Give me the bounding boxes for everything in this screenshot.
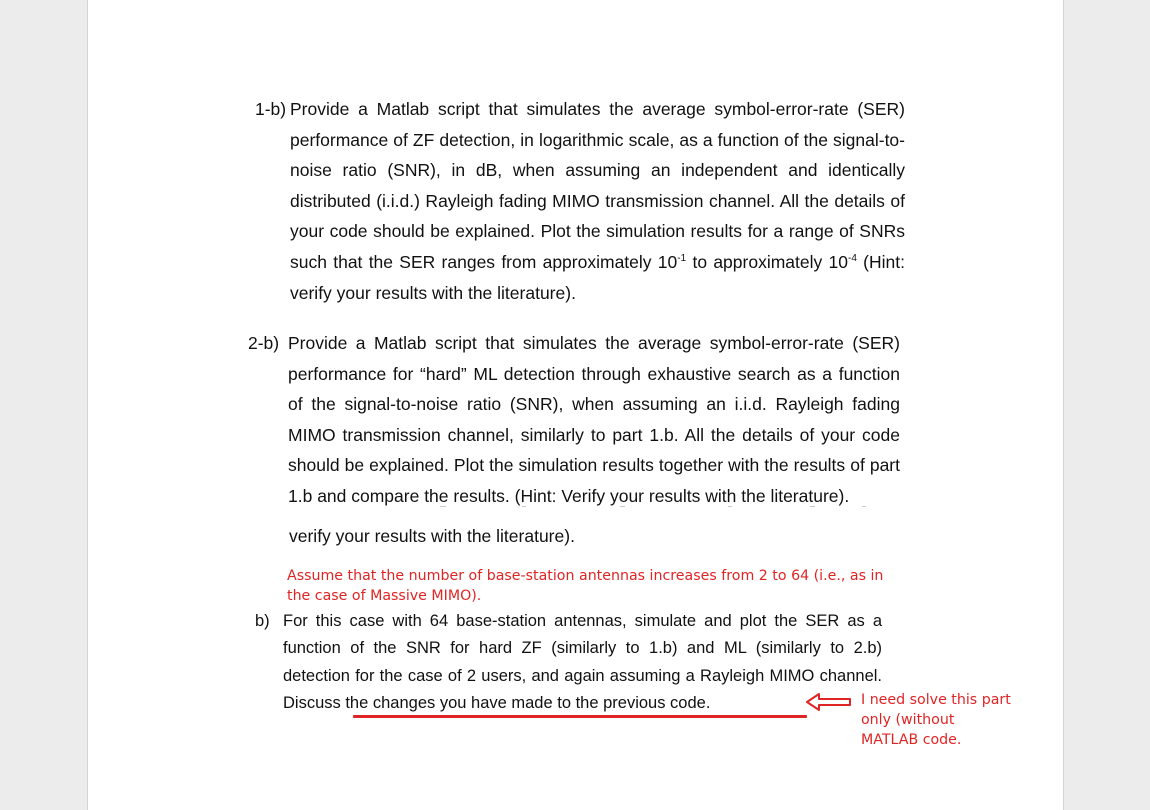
annotation-note: I need solve this part only (without MATLAB code. [861,692,1011,748]
exponent: -1 [677,253,687,265]
question-text-part: For this case with 64 base-station antennas, simulate and plot the SER as a function of the SNR for hard ZF (similarly to 1.b) and ML (similarly to 2.b) detection for the case of 2 users, and again assuming a Rayleigh MIMO channel. [283,612,882,685]
question-label: 2-b) [248,333,280,353]
assumption-note: Assume that the number of base-station antennas increases from 2 to 64 (i.e., as in the case of Massive MIMO). [287,568,884,604]
question-label: 1-b) [255,99,287,119]
question-text [283,608,882,717]
question-text: Provide a Matlab script that simulates the average symbol-error-rate (SER) performance for “hard” ML detection through exhaustive search as a function of the signal-to-noise ratio (SNR), when assuming an i.i.d. Rayleigh fading MIMO transmission channel, similarly to part 1.b. All the details of your code should be explained. Plot the simulation results together with the results of part 1.b and compare the results. (Hint: Verify your results with the literature). [288,333,900,506]
question-label: b) [255,612,270,630]
question-text-part: to approximately 10 [686,251,848,272]
exponent: -4 [848,253,857,265]
repeated-text-line: verify your results with the literature). [289,526,575,546]
left-arrow-icon [805,692,853,712]
red-underline [353,715,807,718]
question-text-part: Provide a Matlab script that simulates the average symbol-error-rate (SER) performance of ZF detection, in logarithmic scale, as a function of the signal-to-noise ratio (SNR), in dB, when assuming an independent and identically distributed (i.i.d.) Rayleigh fading MIMO transmission channel. All the details of your code should be explained. Plot the simulation results for a range of SNRs such that the SER ranges from approximately 10 [290,99,905,272]
cropped-text-remnant [290,506,870,520]
question-text-part: (Hint: verify your results with the literature). [290,251,905,303]
highlighted-sentence: Discuss the changes you have made to the previous code. [283,693,711,712]
question-text [290,94,905,308]
